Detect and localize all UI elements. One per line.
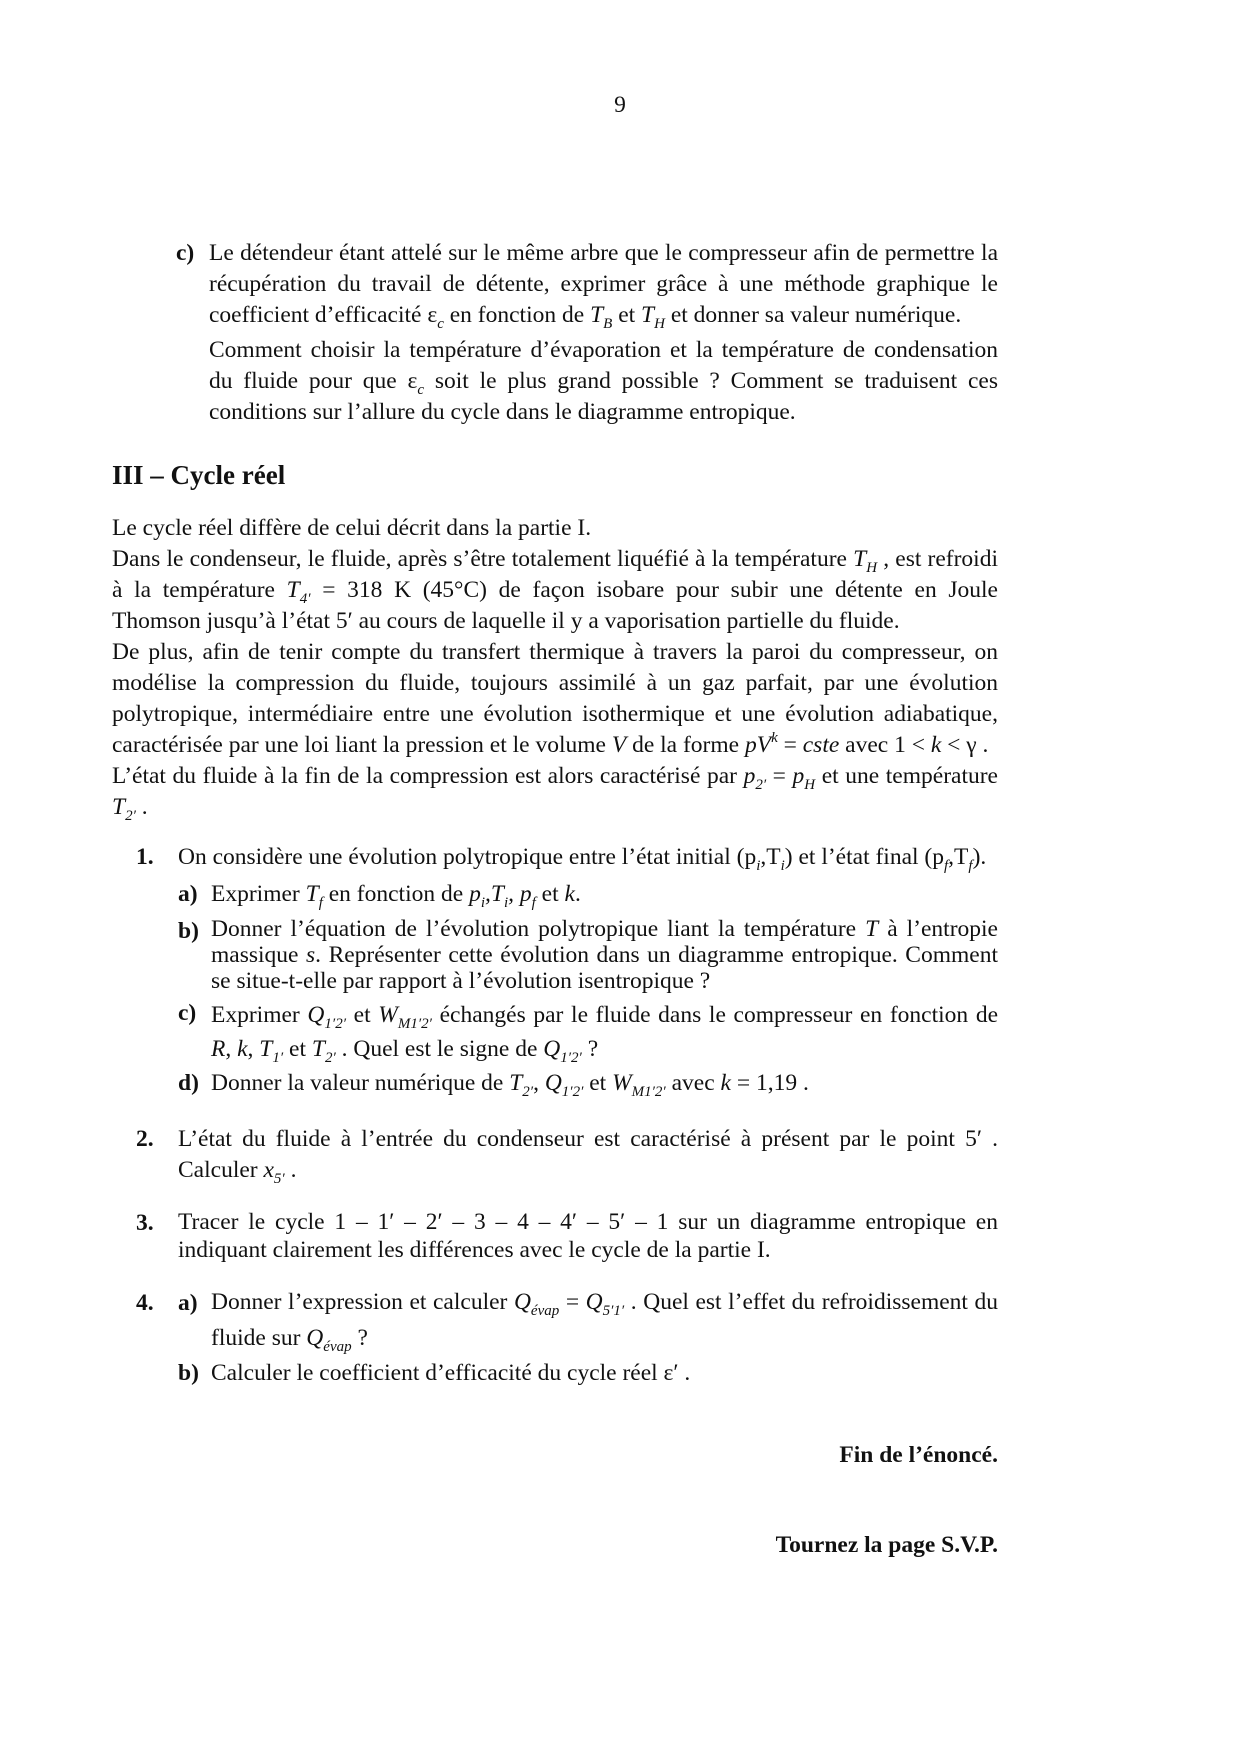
turn-page-note: Tournez la page S.V.P.	[775, 1532, 998, 1558]
end-of-statement: Fin de l’énoncé.	[839, 1442, 998, 1468]
question-2: 2. L’état du fluide à l’entrée du condenseur est caractérisé à présent par le point 5′ . Calculer $x_{5'}$ .	[136, 1126, 998, 1187]
intro-line-1: Le cycle réel diffère de celui décrit dans la partie I.	[112, 515, 592, 541]
question-1	[136, 842, 998, 1099]
question-4b: b) Calculer le coefficient d’efficacité du cycle réel ε′ .	[178, 1360, 691, 1386]
intro-paragraph-3: De plus, afin de tenir compte du transfert thermique à travers la paroi du compresseur, on modélise la compression du fluide, toujours assimilé à un gaz parfait, par une évolution polytropique, intermédiaire entre une évolution isothermique et une évolution adiabatique, caractérisée par une loi liant la pression et le volume V de la forme $pV^k$ = cste avec 1 < k < γ .	[112, 639, 998, 758]
question-1d: d) Donner la valeur numérique de $T_{2'}$, $Q_{1'2'}$ et $W_{M1'2'}$ avec k = 1,19 .	[178, 1070, 809, 1100]
question-1-stem: 1. On considère une évolution polytropique entre l’état initial $(p_i,T_i)$ et l’état final $(p_f,T_f)$.	[136, 844, 987, 874]
question-2c-paragraph-2: Comment choisir la température d’évaporation et la température de condensation du fluide pour que $\varepsilon_c$ soit le plus grand possible ? Comment se traduisent ces conditions sur l’allure du cycle dans le diagramme entropique.	[209, 337, 998, 425]
question-4	[136, 1288, 998, 1389]
question-1-subparts	[178, 879, 998, 1099]
section-intro	[112, 513, 998, 823]
intro-paragraph-2: Dans le condenseur, le fluide, après s’être totalement liquéfié à la température $T_H$ , est refroidi à la température $T_{4'} = 318$ K (45°C) de façon isobare pour subir une détente en Joule Thomson jusqu’à l’état 5′ au cours de laquelle il y a vaporisation partielle du fluide.	[112, 546, 998, 634]
question-1c: c) Exprimer $Q_{1'2'}$ et $W_{M1'2'}$ échangés par le fluide dans le compresseur en fonction de R, k, $T_{1'}$ et $T_{2'}$ . Quel est le signe de $Q_{1'2'}$ ?	[178, 1000, 998, 1066]
intro-paragraph-4: L’état du fluide à la fin de la compression est alors caractérisé par $p_{2'} = p_H$ et une température $T_{2'}$ .	[112, 763, 998, 824]
page-number: 9	[614, 92, 626, 118]
question-number: 1.	[136, 844, 154, 870]
question-1b: b) Donner l’équation de l’évolution polytropique liant la température T à l’entropie massique s. Représenter cette évolution dans un diagramme entropique. Comment se situe-t-elle par rapport à l’évolution isentropique ?	[178, 916, 998, 994]
question-label: c)	[176, 240, 195, 266]
question-2c	[176, 238, 998, 428]
question-3: 3. Tracer le cycle 1 – 1′ – 2′ – 3 – 4 – 4′ – 5′ – 1 sur un diagramme entropique en indiquant clairement les différences avec le cycle de la partie I.	[136, 1209, 998, 1263]
section-heading: III – Cycle réel	[112, 460, 286, 490]
question-4a: 4. a) Donner l’expression et calculer $Q_{évap} = Q_{5'1'}$ . Quel est l’effet du refroidissement du fluide sur $Q_{évap}$ ?	[136, 1289, 998, 1355]
question-2c-line	[176, 238, 998, 428]
question-1a: a) Exprimer $T_f$ en fonction de $p_i,T_i$, $p_f$ et k.	[178, 881, 581, 911]
question-number: 3.	[136, 1210, 154, 1236]
question-number: 2.	[136, 1126, 154, 1152]
question-2c-paragraph-1: Le détendeur étant attelé sur le même arbre que le compresseur afin de permettre la récupération du travail de détente, exprimer grâce à une méthode graphique le coefficient d’efficacité $\varepsilon_c$ en fonction de $T_B$ et $T_H$ et donner sa valeur numérique.	[209, 240, 998, 332]
question-2c-text	[209, 238, 998, 428]
question-number: 4.	[136, 1290, 154, 1316]
